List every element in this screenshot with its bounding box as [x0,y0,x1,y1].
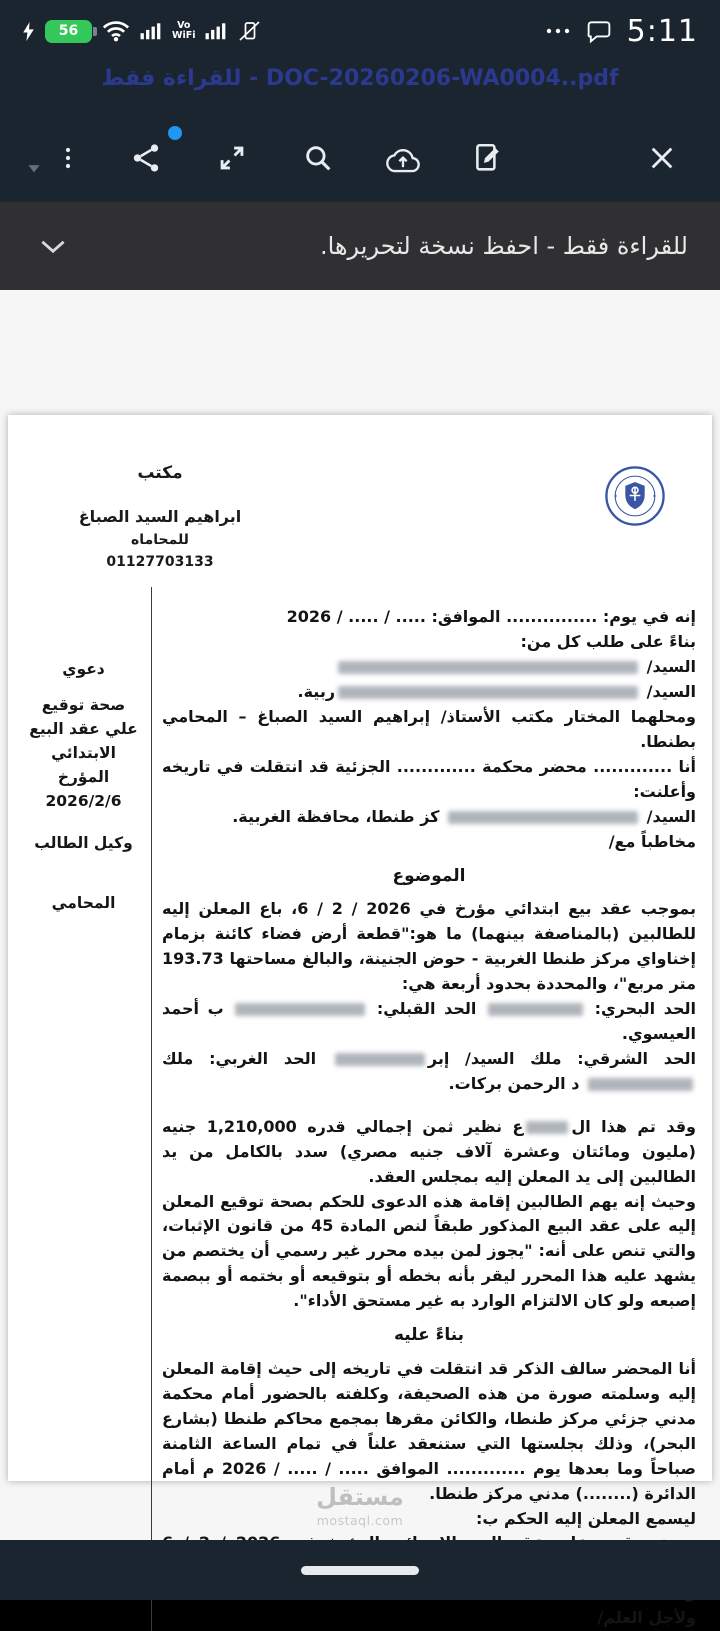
doc-paragraph: مخاطباً مع/ [608,831,696,851]
notification-overflow-dots-icon [545,27,571,35]
notification-dot [168,126,182,140]
doc-paragraph: وحيث إنه يهم الطالبين إقامة هذه الدعوى للحكم بصحة توقيع المعلن إليه على عقد البيع المذكور طبقاً لنص المادة 45 من قانون الإثبات، والتي تنص على أنه: "يجوز لمن بيده محرر غير رسمي أن يختصم من يشهد عليه هذا المحرر ليقر بأنه بخطه أو بتوقيعه أو بختمه أو ببصمة إصبعه ولو كان الالتزام الوارد به غير مستحق الأداء". [162,1191,697,1311]
wifi-icon [102,20,130,42]
margin-note: صحة توقيع علي عقد البيع الابتدائي المؤرخ 2026/2/6 [29,696,138,811]
clock: 5:11 [626,13,698,49]
doc-paragraph: السيد/ ربية. [297,681,696,701]
nav-bar [0,1540,720,1600]
doc-margin-column [16,587,152,1631]
redacted-text [335,1053,425,1066]
margin-note: وكيل الطالب [34,834,133,853]
fullscreen-button[interactable] [214,140,250,176]
doc-body-column [152,587,708,1631]
redacted-text [338,686,638,699]
watermark-brand: مستقل [316,1483,404,1511]
doc-paragraph: إنه في يوم: ............... الموافق: ..... / ..... / 2026 [286,607,696,626]
content-area[interactable] [0,290,720,1628]
status-bar [0,0,720,62]
doc-heading: بناءً عليه [393,1325,465,1346]
overflow-menu-button[interactable] [50,140,86,176]
share-button[interactable] [128,140,164,176]
edit-button[interactable] [470,140,506,176]
doc-paragraph: ولأجل العلم/ [597,1608,696,1628]
letterhead [70,463,250,570]
vibrate-mute-icon [237,21,262,41]
doc-paragraph: الحد الشرقي: ملك السيد/ إبر الحد الغربي: ملك د الرحمن بركات. [162,1048,696,1093]
doc-paragraph: ومحلهما المختار مكتب الأستاذ/ إبراهيم السيد الصباغ – المحامي بطنطا. [162,706,696,751]
banner-collapse-chevron[interactable] [40,233,76,259]
title-bar [0,62,720,106]
doc-paragraph: الحد البحري: الحد القبلي: ب أحمد العيسوي. [162,998,697,1043]
cellular-signal-icon-2 [205,22,227,40]
app-header [0,0,720,202]
office-logo-stamp-icon [604,465,666,527]
letterhead-phone: 01127703133 [106,554,214,570]
cellular-signal-icon [140,22,162,40]
doc-paragraph: وقد تم هذا الع نظير ثمن إجمالي قدره 1,210,000 جنيه (مليون ومائتان وعشرة آلاف جنيه مصري) سدد بالكامل من يد الطالبين إلى يد المعلن إليه بمجلس العقد. [162,1116,696,1186]
doc-paragraph: السيد/ كز طنطا، محافظة الغربية. [232,806,696,826]
margin-note: المحامي [51,894,116,913]
charging-bolt-icon [22,22,35,41]
banner-text: للقراءة فقط - احفظ نسخة لتحريرها. [319,232,688,260]
doc-columns [16,587,708,1631]
search-button[interactable] [300,140,336,176]
message-notification-icon [587,20,611,42]
redacted-text [448,811,638,824]
pdf-toolbar [0,106,720,202]
doc-paragraph: ليسمع المعلن إليه الحكم ب: [475,1508,696,1528]
redacted-text [526,1121,568,1134]
redacted-text [488,1003,583,1016]
letterhead-name: ابراهيم السيد الصباغ [78,507,242,526]
cloud-upload-button[interactable] [385,140,421,176]
redacted-text [338,661,638,674]
doc-heading: الموضوع [392,865,466,886]
network-type-label: Vo WiFi [172,20,196,41]
readonly-banner [0,202,720,290]
doc-paragraph: السيد/ [162,655,696,680]
watermark-domain: mostaql.com [316,1513,404,1528]
watermark [0,1483,720,1528]
battery-percent: 56 [58,23,79,39]
doc-paragraph: بموجب عقد بيع ابتدائي مؤرخ في ⁦6 / 2 / 2026⁩، باع المعلن إليه للطالبين (بالمناصفة بينهما) ما هو:"قطعة أرض فضاء كائنة بزمام إخناواي مركز طنطا الغربية - حوض الجنينة، والبالغ مساحتها 193.73 متر مربع"، والمحددة بحدود أربعة هي: [162,899,696,993]
margin-note: دعوي [62,660,105,678]
document-title: DOC-20260206-WA0004..pdf - للقراءة فقط [101,66,619,91]
doc-paragraph: بناءً على طلب كل من: [520,631,696,651]
battery-indicator [45,20,92,43]
letterhead-subtitle: للمحاماه [131,532,189,548]
close-button[interactable] [644,140,680,176]
caret-down-icon[interactable] [16,150,52,186]
doc-paragraph: أنا المحضر سالف الذكر قد انتقلت في تاريخه إلى حيث إقامة المعلن إليه وسلمته صورة من هذه الصحيفة، وكلفته بالحضور أمام محكمة مدني جزئي مركز طنطا، والكائن مقرها بمجمع محاكم طنطا (بشارع البحر)، وذلك بجلستها التي ستنعقد علناً في تمام الساعة الثامنة صباحاً وما بعدها يوم ............. الموافق ..... / ..... / 2026 م أمام الدائرة (........) مدني مركز طنطا. [162,1358,696,1503]
doc-paragraph: أنا ............. محضر محكمة ............. الجزئية قد انتقلت في تاريخه وأعلنت: [162,756,696,801]
redacted-text [588,1078,693,1091]
letterhead-office-word: مكتب [137,463,183,483]
redacted-text [235,1003,365,1016]
home-indicator[interactable] [301,1566,419,1575]
